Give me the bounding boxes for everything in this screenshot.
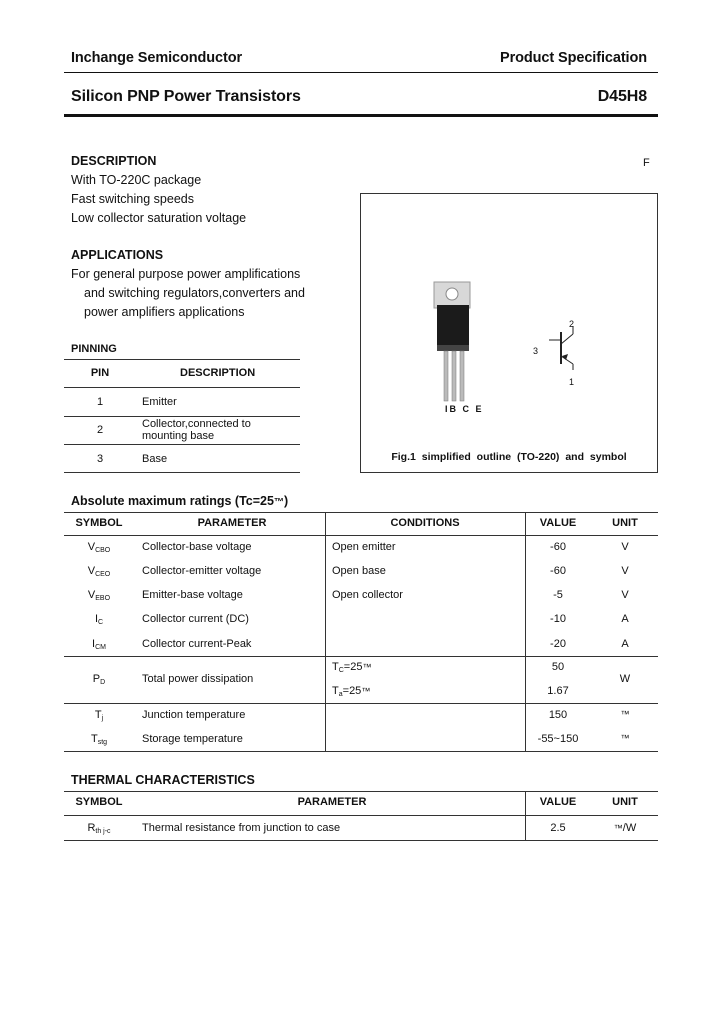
- rating-unit: W: [619, 673, 631, 685]
- rating-symbol: $T_{stg}$: [90, 733, 108, 746]
- rating-value: -10: [550, 613, 566, 625]
- corner-mark: F: [643, 157, 650, 169]
- rating-symbol: $V_{CBO}$: [87, 541, 111, 554]
- rating-parameter: Collector-base voltage: [142, 541, 252, 553]
- col-parameter: PARAMETER: [197, 517, 267, 529]
- pin-number: 3: [96, 453, 104, 465]
- rating-parameter: Junction temperature: [142, 709, 246, 721]
- thermal-value: 2.5: [550, 822, 566, 834]
- rating-value: -55~150: [537, 733, 579, 745]
- rating-unit: ™: [620, 733, 630, 743]
- thermal-symbol: $R_{th j-c}$: [87, 822, 111, 835]
- symbol-label-base: 3: [533, 346, 539, 356]
- doc-type: Product Specification: [500, 50, 647, 66]
- thermal-unit: ™/W: [613, 822, 637, 834]
- col-unit: UNIT: [612, 517, 638, 529]
- rating-unit: V: [621, 565, 629, 577]
- part-number: D45H8: [597, 88, 647, 105]
- applications-heading: APPLICATIONS: [71, 248, 164, 262]
- rating-symbol: $I_C$: [94, 613, 104, 626]
- thermal-col-value: VALUE: [539, 796, 577, 808]
- col-symbol: SYMBOL: [75, 517, 123, 529]
- rating-unit: V: [621, 589, 629, 601]
- rating-condition: $T_C=25™$: [332, 661, 372, 674]
- col-conditions: CONDITIONS: [390, 517, 460, 529]
- pinning-heading: PINNING: [71, 343, 117, 355]
- pin-desc: Collector,connected to mounting base: [142, 418, 251, 442]
- figure-caption: Fig.1 simplified outline (TO-220) and symbol: [391, 451, 627, 463]
- desc-col-header: DESCRIPTION: [180, 367, 256, 379]
- rating-symbol: $I_{CM}$: [92, 638, 106, 651]
- symbol-label-emitter: 1: [569, 377, 575, 387]
- rating-value: -60: [550, 541, 566, 553]
- applications-line: For general purpose power amplifications: [71, 267, 301, 281]
- rating-condition: $T_a=25™$: [332, 685, 371, 698]
- to220-package-illustration: [361, 194, 657, 472]
- rating-unit: V: [621, 541, 629, 553]
- rating-value: -20: [550, 638, 566, 650]
- figure-box: [360, 193, 658, 473]
- symbol-label-collector: 2: [569, 319, 575, 329]
- thermal-col-unit: UNIT: [612, 796, 638, 808]
- rating-symbol: $T_j$: [94, 709, 104, 722]
- rating-symbol: $V_{EBO}$: [87, 589, 111, 602]
- rating-parameter: Storage temperature: [142, 733, 243, 745]
- pin-number: 2: [96, 424, 104, 436]
- rating-parameter: Collector current-Peak: [142, 638, 252, 650]
- rating-value: 1.67: [547, 685, 569, 697]
- header-rule: [64, 72, 658, 73]
- thermal-heading: THERMAL CHARACTERISTICS: [71, 773, 255, 787]
- thermal-parameter: Thermal resistance from junction to case: [142, 822, 341, 834]
- rating-parameter: Collector current (DC): [142, 613, 249, 625]
- description-item: With TO-220C package: [71, 173, 202, 187]
- abs-max-heading: Absolute maximum ratings (Tc=25™): [71, 494, 289, 508]
- rating-value: 150: [548, 709, 568, 721]
- description-heading: DESCRIPTION: [71, 154, 157, 168]
- description-item: Fast switching speeds: [71, 192, 194, 206]
- rating-parameter: Emitter-base voltage: [142, 589, 243, 601]
- applications-line: power amplifiers applications: [84, 305, 245, 319]
- pin-desc: Emitter: [142, 396, 177, 408]
- rating-condition: Open base: [332, 565, 386, 577]
- rating-value: -60: [550, 565, 566, 577]
- rating-unit: ™: [620, 709, 630, 719]
- rating-condition: Open emitter: [332, 541, 396, 553]
- company-name: Inchange Semiconductor: [71, 50, 243, 66]
- thermal-col-symbol: SYMBOL: [75, 796, 123, 808]
- rating-value: 50: [551, 661, 565, 673]
- rating-parameter: Collector-emitter voltage: [142, 565, 262, 577]
- rating-symbol: $P_D$: [92, 673, 106, 686]
- pin-number: 1: [96, 396, 104, 408]
- document-title: Silicon PNP Power Transistors: [71, 88, 301, 105]
- rating-value: -5: [553, 589, 563, 601]
- rating-symbol: $V_{CEO}$: [87, 565, 111, 578]
- thermal-col-parameter: PARAMETER: [297, 796, 367, 808]
- package-pin-labels: IB C E: [445, 404, 484, 414]
- rating-unit: A: [621, 613, 629, 625]
- title-rule: [64, 114, 658, 117]
- rating-condition: Open collector: [332, 589, 403, 601]
- rating-parameter: Total power dissipation: [142, 673, 254, 685]
- pin-col-header: PIN: [90, 367, 110, 379]
- description-item: Low collector saturation voltage: [71, 211, 247, 225]
- applications-line: and switching regulators,converters and: [84, 286, 305, 300]
- col-value: VALUE: [539, 517, 577, 529]
- rating-unit: A: [621, 638, 629, 650]
- pin-desc: Base: [142, 453, 168, 465]
